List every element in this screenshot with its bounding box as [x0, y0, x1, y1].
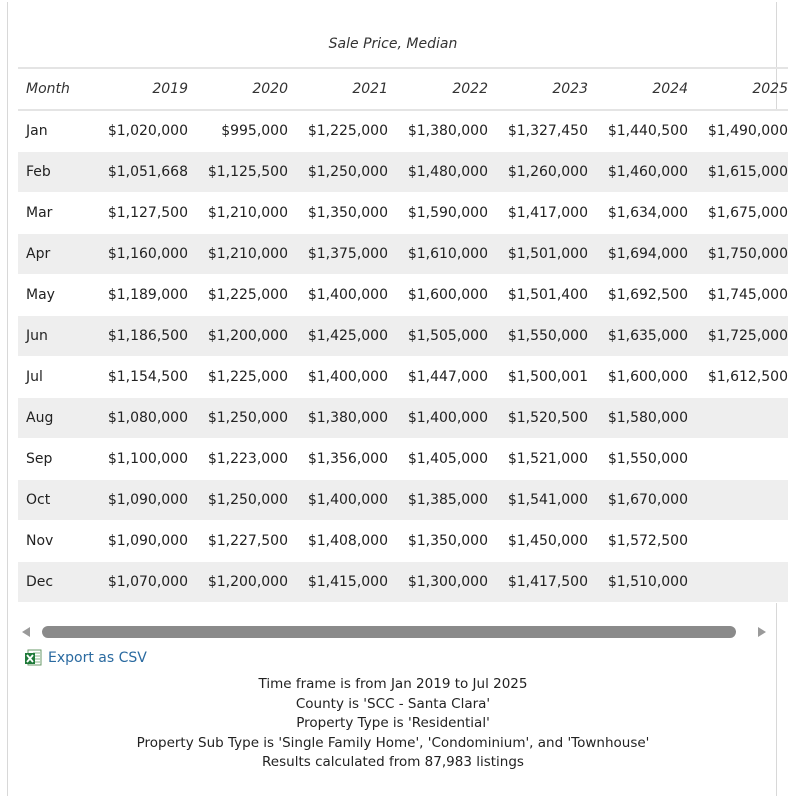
- month-cell: Oct: [18, 480, 88, 521]
- price-cell: $1,670,000: [588, 480, 688, 521]
- price-cell: $1,210,000: [188, 234, 288, 275]
- price-cell: [688, 398, 788, 439]
- table-caption: Sale Price, Median: [328, 36, 458, 52]
- price-cell: $1,350,000: [388, 521, 488, 562]
- month-cell: Jun: [18, 316, 88, 357]
- price-cell: $1,500,001: [488, 357, 588, 398]
- price-cell: $1,127,500: [88, 193, 188, 234]
- timeframe-text: Time frame is from Jan 2019 to Jul 2025: [258, 676, 528, 692]
- price-cell: $1,490,000: [688, 110, 788, 152]
- price-cell: $1,100,000: [88, 439, 188, 480]
- column-header-year: 2021: [288, 68, 388, 110]
- price-cell: $1,225,000: [188, 275, 288, 316]
- price-cell: $1,400,000: [288, 480, 388, 521]
- results-count-text: Results calculated from 87,983 listings: [262, 754, 524, 770]
- price-cell: $1,186,500: [88, 316, 188, 357]
- price-cell: $1,750,000: [688, 234, 788, 275]
- price-cell: $1,327,450: [488, 110, 588, 152]
- price-cell: $1,600,000: [388, 275, 488, 316]
- month-cell: Dec: [18, 562, 88, 603]
- horizontal-scrollbar[interactable]: [22, 624, 766, 640]
- price-cell: $1,580,000: [588, 398, 688, 439]
- table-header-row: [18, 68, 788, 110]
- scroll-right-arrow-icon[interactable]: [758, 627, 766, 637]
- price-cell: [688, 439, 788, 480]
- price-cell: $1,440,500: [588, 110, 688, 152]
- price-cell: $1,250,000: [188, 398, 288, 439]
- table-row: [18, 398, 788, 439]
- table-row: [18, 193, 788, 234]
- price-cell: $1,417,000: [488, 193, 588, 234]
- price-cell: $1,227,500: [188, 521, 288, 562]
- price-cell: $995,000: [188, 110, 288, 152]
- median-price-table: [18, 67, 788, 603]
- price-cell: $1,380,000: [288, 398, 388, 439]
- price-cell: $1,615,000: [688, 152, 788, 193]
- month-cell: Sep: [18, 439, 88, 480]
- table-row: [18, 562, 788, 603]
- table-row: [18, 234, 788, 275]
- price-cell: $1,425,000: [288, 316, 388, 357]
- price-cell: $1,225,000: [288, 110, 388, 152]
- price-cell: $1,189,000: [88, 275, 188, 316]
- price-cell: $1,635,000: [588, 316, 688, 357]
- price-cell: $1,210,000: [188, 193, 288, 234]
- table-row: [18, 357, 788, 398]
- price-cell: $1,541,000: [488, 480, 588, 521]
- price-cell: $1,260,000: [488, 152, 588, 193]
- price-cell: $1,160,000: [88, 234, 188, 275]
- price-cell: $1,380,000: [388, 110, 488, 152]
- price-cell: $1,520,500: [488, 398, 588, 439]
- price-cell: $1,250,000: [288, 152, 388, 193]
- price-cell: $1,200,000: [188, 316, 288, 357]
- price-cell: [688, 521, 788, 562]
- price-cell: $1,300,000: [388, 562, 488, 603]
- price-cell: $1,417,500: [488, 562, 588, 603]
- price-cell: $1,225,000: [188, 357, 288, 398]
- price-cell: $1,460,000: [588, 152, 688, 193]
- price-cell: $1,612,500: [688, 357, 788, 398]
- price-cell: $1,090,000: [88, 480, 188, 521]
- price-cell: $1,501,400: [488, 275, 588, 316]
- price-cell: $1,550,000: [588, 439, 688, 480]
- month-cell: Aug: [18, 398, 88, 439]
- table-row: [18, 480, 788, 521]
- price-cell: $1,223,000: [188, 439, 288, 480]
- price-cell: $1,447,000: [388, 357, 488, 398]
- table-row: [18, 521, 788, 562]
- price-cell: $1,510,000: [588, 562, 688, 603]
- price-cell: $1,125,500: [188, 152, 288, 193]
- column-header-year: 2020: [188, 68, 288, 110]
- price-cell: $1,572,500: [588, 521, 688, 562]
- report-criteria: [18, 675, 768, 773]
- column-header-year: 2024: [588, 68, 688, 110]
- price-cell: $1,350,000: [288, 193, 388, 234]
- price-cell: $1,725,000: [688, 316, 788, 357]
- price-cell: $1,080,000: [88, 398, 188, 439]
- column-header-year: 2023: [488, 68, 588, 110]
- price-cell: $1,070,000: [88, 562, 188, 603]
- price-cell: $1,375,000: [288, 234, 388, 275]
- price-cell: $1,550,000: [488, 316, 588, 357]
- month-cell: Feb: [18, 152, 88, 193]
- price-cell: $1,590,000: [388, 193, 488, 234]
- table-row: [18, 152, 788, 193]
- price-cell: $1,694,000: [588, 234, 688, 275]
- price-cell: [688, 480, 788, 521]
- price-cell: [688, 562, 788, 603]
- month-cell: Apr: [18, 234, 88, 275]
- month-cell: Jul: [18, 357, 88, 398]
- table-row: [18, 275, 788, 316]
- scroll-left-arrow-icon[interactable]: [22, 627, 30, 637]
- column-header-year: 2022: [388, 68, 488, 110]
- price-cell: $1,400,000: [288, 357, 388, 398]
- column-header-year: 2025: [688, 68, 788, 110]
- price-cell: $1,405,000: [388, 439, 488, 480]
- month-cell: Jan: [18, 110, 88, 152]
- price-cell: $1,415,000: [288, 562, 388, 603]
- price-cell: $1,692,500: [588, 275, 688, 316]
- scrollbar-thumb[interactable]: [42, 626, 736, 638]
- price-cell: $1,400,000: [388, 398, 488, 439]
- price-cell: $1,610,000: [388, 234, 488, 275]
- price-cell: $1,634,000: [588, 193, 688, 234]
- price-cell: $1,480,000: [388, 152, 488, 193]
- price-cell: $1,501,000: [488, 234, 588, 275]
- price-cell: $1,356,000: [288, 439, 388, 480]
- export-csv-label[interactable]: Export as CSV: [48, 650, 147, 666]
- month-cell: May: [18, 275, 88, 316]
- price-cell: $1,450,000: [488, 521, 588, 562]
- export-csv-link[interactable]: [24, 648, 147, 668]
- price-cell: $1,505,000: [388, 316, 488, 357]
- table-row: [18, 316, 788, 357]
- price-cell: $1,154,500: [88, 357, 188, 398]
- month-cell: Nov: [18, 521, 88, 562]
- price-cell: $1,090,000: [88, 521, 188, 562]
- price-cell: $1,250,000: [188, 480, 288, 521]
- price-cell: $1,521,000: [488, 439, 588, 480]
- price-cell: $1,051,668: [88, 152, 188, 193]
- price-cell: $1,385,000: [388, 480, 488, 521]
- property-type-text: Property Type is 'Residential': [296, 715, 490, 731]
- excel-icon: [24, 649, 42, 667]
- price-cell: $1,400,000: [288, 275, 388, 316]
- price-cell: $1,675,000: [688, 193, 788, 234]
- month-cell: Mar: [18, 193, 88, 234]
- property-subtype-text: Property Sub Type is 'Single Family Home', 'Condominium', and 'Townhouse': [136, 734, 650, 751]
- price-cell: $1,020,000: [88, 110, 188, 152]
- column-header-year: 2019: [88, 68, 188, 110]
- table-row: [18, 110, 788, 152]
- price-cell: $1,745,000: [688, 275, 788, 316]
- table-row: [18, 439, 788, 480]
- table-body: [18, 110, 788, 603]
- price-cell: $1,600,000: [588, 357, 688, 398]
- column-header-month: Month: [18, 68, 88, 110]
- price-cell: $1,408,000: [288, 521, 388, 562]
- price-cell: $1,200,000: [188, 562, 288, 603]
- county-text: County is 'SCC - Santa Clara': [295, 695, 491, 712]
